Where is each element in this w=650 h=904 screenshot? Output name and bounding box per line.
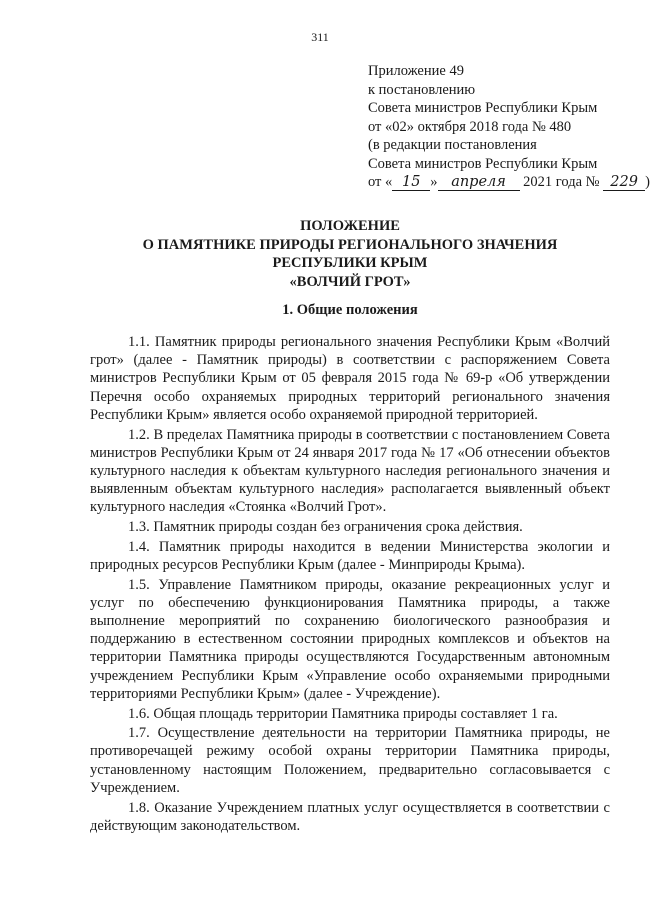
annex-line-3: Совета министров Республики Крым	[368, 100, 598, 116]
title-line-4: «ВОЛЧИЙ ГРОТ»	[289, 273, 411, 290]
annex-year: 2021 года №	[523, 174, 600, 190]
paragraph-1-2: 1.2. В пределах Памятника природы в соответствии с постановлением Совета министров Республики Крым от 24 января 2017 года № 17 «Об отнесении объектов культурного наследия к объектам культурного наследия регионального значения и выявленным объектам культурного наследия» располагается выявленный объект культурного наследия «Стоянка «Волчий Грот».	[90, 426, 610, 516]
annex-close-paren: )	[645, 174, 650, 190]
title-line-3: РЕСПУБЛИКИ КРЫМ	[272, 255, 428, 271]
title-line-1: ПОЛОЖЕНИЕ	[300, 218, 400, 234]
title-line-2: О ПАМЯТНИКЕ ПРИРОДЫ РЕГИОНАЛЬНОГО ЗНАЧЕНИЯ	[142, 236, 558, 253]
paragraph-1-5: 1.5. Управление Памятником природы, оказание рекреационных услуг и услуг по обеспечению функционирования Памятника природы, а также выполнение мероприятий по сохранению биологического разнообразия и поддержанию в естественном состоянии природных комплексов и объектов на территории Памятника природы осуществляются Государственным автономным учреждением Республики Крым «Управление особо охраняемыми природными территориями Республики Крым» (далее - Учреждение).	[90, 576, 610, 702]
annex-line-6: Совета министров Республики Крым	[368, 155, 598, 172]
annex-line-1: Приложение 49	[368, 63, 464, 79]
annex-line-7	[368, 173, 650, 192]
annex-date-quote: »	[430, 174, 438, 190]
handwritten-day: 15	[392, 175, 430, 191]
handwritten-number: 229	[603, 175, 645, 191]
annex-line-5: (в редакции постановления	[368, 137, 537, 153]
annex-date-prefix: от «	[368, 174, 393, 190]
section-body	[90, 333, 610, 836]
paragraph-1-4: 1.4. Памятник природы находится в ведении Министерства экологии и природных ресурсов Республики Крым (далее - Минприроды Крыма).	[90, 538, 610, 573]
paragraph-1-8: 1.8. Оказание Учреждением платных услуг осуществляется в соответствии с действующим законодательством.	[90, 799, 610, 834]
page-number: 311	[311, 30, 329, 44]
document-title	[60, 217, 640, 291]
paragraph-1-1: 1.1. Памятник природы регионального значения Республики Крым «Волчий грот» (далее - Памятник природы) в соответствии с распоряжением Совета министров Республики Крым от 05 февраля 2015 года № 69-р «Об утверждении Перечня особо охраняемых природных территорий регионального значения Республики Крым» является особо охраняемой природной территорией.	[90, 334, 610, 423]
annex-block	[368, 62, 650, 192]
annex-line-4: от «02» октября 2018 года № 480	[368, 118, 572, 135]
annex-line-2: к постановлению	[368, 81, 476, 98]
section-heading: 1. Общие положения	[282, 302, 418, 318]
paragraph-1-3: 1.3. Памятник природы создан без ограничения срока действия.	[128, 519, 523, 536]
paragraph-1-6: 1.6. Общая площадь территории Памятника природы составляет 1 га.	[128, 705, 558, 722]
handwritten-month: апреля	[438, 175, 520, 191]
paragraph-1-7: 1.7. Осуществление деятельности на территории Памятника природы, не противоречащей режиму особой охраны территории Памятника природы, установленному настоящим Положением, предварительно согласовывается с Учреждением.	[90, 725, 610, 796]
